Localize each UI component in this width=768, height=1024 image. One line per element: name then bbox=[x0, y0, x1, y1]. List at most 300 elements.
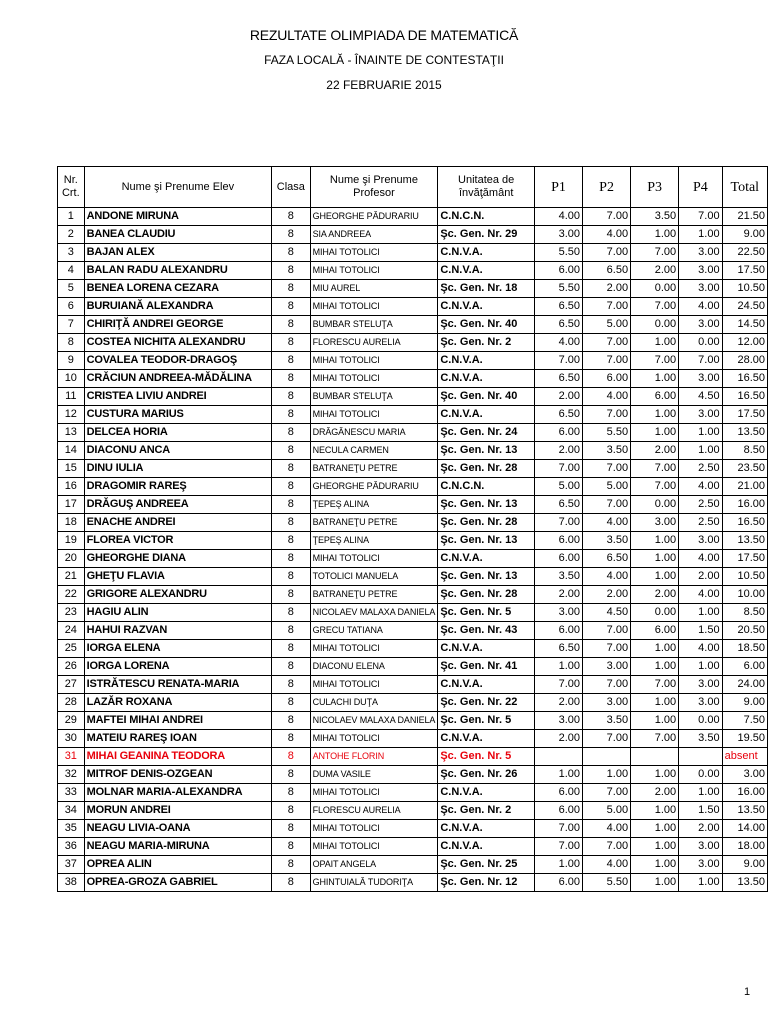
cell-p4: 3.00 bbox=[679, 244, 722, 262]
table-row bbox=[58, 406, 768, 424]
cell-p3: 1.00 bbox=[631, 766, 679, 784]
cell-teacher-name: GHEORGHE PĂDURARIU bbox=[310, 478, 438, 496]
cell-p4: 1.00 bbox=[679, 604, 722, 622]
cell-p2: 7.00 bbox=[583, 352, 631, 370]
col-header-class: Clasa bbox=[272, 167, 311, 208]
cell-teacher-name: BATRANEŢU PETRE bbox=[310, 514, 438, 532]
cell-p1: 5.00 bbox=[535, 478, 583, 496]
cell-teacher-name: ŢEPEŞ ALINA bbox=[310, 532, 438, 550]
cell-teacher-name: BUMBAR STELUŢA bbox=[310, 388, 438, 406]
cell-student-name: HAGIU ALIN bbox=[84, 604, 271, 622]
cell-p4: 2.50 bbox=[679, 496, 722, 514]
cell-p1: 6.50 bbox=[535, 496, 583, 514]
cell-student-name: MORUN ANDREI bbox=[84, 802, 271, 820]
cell-teacher-name: MIHAI TOTOLICI bbox=[310, 244, 438, 262]
cell-student-name: COVALEA TEODOR-DRAGOŞ bbox=[84, 352, 271, 370]
table-row bbox=[58, 856, 768, 874]
cell-teacher-name: MIHAI TOTOLICI bbox=[310, 550, 438, 568]
cell-teacher-name: GHINTUIALĂ TUDORIŢA bbox=[310, 874, 438, 892]
cell-class: 8 bbox=[272, 550, 311, 568]
cell-p3: 3.50 bbox=[631, 208, 679, 226]
cell-p4: 3.00 bbox=[679, 280, 722, 298]
cell-student-name: MATEIU RAREŞ IOAN bbox=[84, 730, 271, 748]
cell-teacher-name: MIHAI TOTOLICI bbox=[310, 406, 438, 424]
cell-p4: 3.00 bbox=[679, 694, 722, 712]
cell-teacher-name: DIACONU ELENA bbox=[310, 658, 438, 676]
cell-nr: 18 bbox=[58, 514, 85, 532]
cell-total: 10.50 bbox=[722, 568, 767, 586]
cell-class: 8 bbox=[272, 676, 311, 694]
cell-class: 8 bbox=[272, 514, 311, 532]
cell-teacher-name: NICOLAEV MALAXA DANIELA bbox=[310, 604, 438, 622]
cell-p4: 3.00 bbox=[679, 316, 722, 334]
cell-school: Şc. Gen. Nr. 5 bbox=[438, 748, 535, 766]
table-row bbox=[58, 676, 768, 694]
table-row bbox=[58, 514, 768, 532]
cell-teacher-name: DRĂGĂNESCU MARIA bbox=[310, 424, 438, 442]
cell-p4: 7.00 bbox=[679, 208, 722, 226]
cell-school: C.N.V.A. bbox=[438, 820, 535, 838]
cell-class: 8 bbox=[272, 496, 311, 514]
cell-total: 16.00 bbox=[722, 784, 767, 802]
cell-school: Şc. Gen. Nr. 13 bbox=[438, 532, 535, 550]
cell-student-name: MIHAI GEANINA TEODORA bbox=[84, 748, 271, 766]
cell-school: C.N.V.A. bbox=[438, 352, 535, 370]
cell-p2: 4.00 bbox=[583, 514, 631, 532]
cell-p2: 5.50 bbox=[583, 424, 631, 442]
table-header-row bbox=[58, 167, 768, 208]
cell-p2: 7.00 bbox=[583, 460, 631, 478]
cell-p3: 1.00 bbox=[631, 658, 679, 676]
cell-p3: 0.00 bbox=[631, 604, 679, 622]
cell-p3: 0.00 bbox=[631, 280, 679, 298]
cell-p3: 1.00 bbox=[631, 712, 679, 730]
cell-p3: 2.00 bbox=[631, 586, 679, 604]
cell-p3: 7.00 bbox=[631, 460, 679, 478]
cell-p1: 5.50 bbox=[535, 244, 583, 262]
col-header-p2: P2 bbox=[583, 167, 631, 208]
cell-p3: 7.00 bbox=[631, 244, 679, 262]
cell-p2: 6.50 bbox=[583, 550, 631, 568]
cell-total: 21.00 bbox=[722, 478, 767, 496]
cell-p1: 7.00 bbox=[535, 838, 583, 856]
cell-p1: 2.00 bbox=[535, 388, 583, 406]
cell-teacher-name: GHEORGHE PĂDURARIU bbox=[310, 208, 438, 226]
cell-teacher-name: NICOLAEV MALAXA DANIELA bbox=[310, 712, 438, 730]
cell-total: 13.50 bbox=[722, 424, 767, 442]
cell-p4: 1.00 bbox=[679, 442, 722, 460]
cell-student-name: ISTRĂTESCU RENATA-MARIA bbox=[84, 676, 271, 694]
cell-total: 16.50 bbox=[722, 370, 767, 388]
cell-school: C.N.C.N. bbox=[438, 478, 535, 496]
cell-class: 8 bbox=[272, 568, 311, 586]
cell-nr: 16 bbox=[58, 478, 85, 496]
cell-p3: 1.00 bbox=[631, 874, 679, 892]
cell-total: 23.50 bbox=[722, 460, 767, 478]
cell-student-name: ENACHE ANDREI bbox=[84, 514, 271, 532]
table-row bbox=[58, 370, 768, 388]
cell-student-name: BANEA CLAUDIU bbox=[84, 226, 271, 244]
cell-teacher-name: MIHAI TOTOLICI bbox=[310, 262, 438, 280]
cell-total: 16.50 bbox=[722, 388, 767, 406]
cell-p4: 4.00 bbox=[679, 586, 722, 604]
cell-school: Şc. Gen. Nr. 25 bbox=[438, 856, 535, 874]
cell-p3: 1.00 bbox=[631, 406, 679, 424]
cell-nr: 5 bbox=[58, 280, 85, 298]
cell-school: C.N.V.A. bbox=[438, 730, 535, 748]
cell-total: 6.00 bbox=[722, 658, 767, 676]
cell-p3: 7.00 bbox=[631, 352, 679, 370]
cell-class: 8 bbox=[272, 262, 311, 280]
cell-p3 bbox=[631, 748, 679, 766]
cell-p3: 1.00 bbox=[631, 694, 679, 712]
cell-student-name: OPREA ALIN bbox=[84, 856, 271, 874]
cell-teacher-name: ANTOHE FLORIN bbox=[310, 748, 438, 766]
cell-nr: 29 bbox=[58, 712, 85, 730]
cell-p1: 6.00 bbox=[535, 784, 583, 802]
cell-p2: 7.00 bbox=[583, 406, 631, 424]
cell-p4: 3.00 bbox=[679, 406, 722, 424]
cell-p2: 4.00 bbox=[583, 856, 631, 874]
cell-p4: 1.50 bbox=[679, 802, 722, 820]
cell-student-name: LAZĂR ROXANA bbox=[84, 694, 271, 712]
cell-nr: 6 bbox=[58, 298, 85, 316]
cell-p1: 3.00 bbox=[535, 712, 583, 730]
cell-class: 8 bbox=[272, 694, 311, 712]
cell-p3: 2.00 bbox=[631, 784, 679, 802]
table-row bbox=[58, 388, 768, 406]
cell-p2: 7.00 bbox=[583, 244, 631, 262]
cell-p4: 4.00 bbox=[679, 640, 722, 658]
cell-p4: 1.50 bbox=[679, 622, 722, 640]
cell-teacher-name: BATRANEŢU PETRE bbox=[310, 586, 438, 604]
cell-p2: 7.00 bbox=[583, 730, 631, 748]
cell-p1: 6.00 bbox=[535, 532, 583, 550]
cell-p3: 1.00 bbox=[631, 550, 679, 568]
cell-p4: 2.00 bbox=[679, 568, 722, 586]
table-row bbox=[58, 262, 768, 280]
cell-nr: 17 bbox=[58, 496, 85, 514]
table-row bbox=[58, 730, 768, 748]
col-header-nr: Nr. Crt. bbox=[58, 167, 85, 208]
cell-p2: 3.00 bbox=[583, 694, 631, 712]
cell-school: C.N.V.A. bbox=[438, 676, 535, 694]
cell-student-name: BALAN RADU ALEXANDRU bbox=[84, 262, 271, 280]
cell-teacher-name: MIHAI TOTOLICI bbox=[310, 640, 438, 658]
cell-total: 24.50 bbox=[722, 298, 767, 316]
cell-school: Şc. Gen. Nr. 29 bbox=[438, 226, 535, 244]
cell-total: absent bbox=[722, 748, 767, 766]
cell-student-name: OPREA-GROZA GABRIEL bbox=[84, 874, 271, 892]
cell-p2: 4.00 bbox=[583, 226, 631, 244]
cell-p3: 3.00 bbox=[631, 514, 679, 532]
cell-school: Şc. Gen. Nr. 40 bbox=[438, 316, 535, 334]
cell-p1: 7.00 bbox=[535, 352, 583, 370]
cell-class: 8 bbox=[272, 802, 311, 820]
cell-class: 8 bbox=[272, 388, 311, 406]
cell-p4: 2.50 bbox=[679, 514, 722, 532]
cell-student-name: BENEA LORENA CEZARA bbox=[84, 280, 271, 298]
cell-class: 8 bbox=[272, 820, 311, 838]
cell-class: 8 bbox=[272, 460, 311, 478]
table-row bbox=[58, 766, 768, 784]
cell-teacher-name: MIU AUREL bbox=[310, 280, 438, 298]
table-row bbox=[58, 244, 768, 262]
cell-teacher-name: NECULA CARMEN bbox=[310, 442, 438, 460]
cell-total: 16.50 bbox=[722, 514, 767, 532]
cell-p1: 3.50 bbox=[535, 568, 583, 586]
cell-p2: 2.00 bbox=[583, 280, 631, 298]
cell-p4: 2.50 bbox=[679, 460, 722, 478]
cell-nr: 34 bbox=[58, 802, 85, 820]
cell-teacher-name: ŢEPEŞ ALINA bbox=[310, 496, 438, 514]
cell-class: 8 bbox=[272, 784, 311, 802]
cell-student-name: BAJAN ALEX bbox=[84, 244, 271, 262]
cell-total: 19.50 bbox=[722, 730, 767, 748]
cell-p2: 1.00 bbox=[583, 766, 631, 784]
cell-school: Şc. Gen. Nr. 43 bbox=[438, 622, 535, 640]
cell-nr: 25 bbox=[58, 640, 85, 658]
table-row bbox=[58, 748, 768, 766]
cell-p2: 6.50 bbox=[583, 262, 631, 280]
cell-school: Şc. Gen. Nr. 26 bbox=[438, 766, 535, 784]
document-date: 22 FEBRUARIE 2015 bbox=[326, 78, 442, 92]
cell-school: Şc. Gen. Nr. 5 bbox=[438, 604, 535, 622]
cell-p1: 6.50 bbox=[535, 406, 583, 424]
cell-p2: 5.00 bbox=[583, 316, 631, 334]
table-row bbox=[58, 334, 768, 352]
cell-total: 17.50 bbox=[722, 406, 767, 424]
cell-total: 13.50 bbox=[722, 532, 767, 550]
cell-nr: 10 bbox=[58, 370, 85, 388]
table-row bbox=[58, 784, 768, 802]
cell-class: 8 bbox=[272, 424, 311, 442]
cell-nr: 27 bbox=[58, 676, 85, 694]
cell-p3: 1.00 bbox=[631, 532, 679, 550]
cell-p3: 6.00 bbox=[631, 388, 679, 406]
cell-p4: 7.00 bbox=[679, 352, 722, 370]
cell-nr: 33 bbox=[58, 784, 85, 802]
cell-class: 8 bbox=[272, 658, 311, 676]
cell-nr: 26 bbox=[58, 658, 85, 676]
cell-p1: 2.00 bbox=[535, 442, 583, 460]
cell-p3: 1.00 bbox=[631, 640, 679, 658]
results-table bbox=[57, 166, 768, 892]
cell-teacher-name: MIHAI TOTOLICI bbox=[310, 838, 438, 856]
cell-student-name: DRĂGUŞ ANDREEA bbox=[84, 496, 271, 514]
cell-p4 bbox=[679, 748, 722, 766]
cell-p2: 5.00 bbox=[583, 802, 631, 820]
cell-class: 8 bbox=[272, 874, 311, 892]
cell-school: C.N.V.A. bbox=[438, 244, 535, 262]
cell-total: 3.00 bbox=[722, 766, 767, 784]
cell-nr: 32 bbox=[58, 766, 85, 784]
cell-total: 12.00 bbox=[722, 334, 767, 352]
cell-school: Şc. Gen. Nr. 28 bbox=[438, 586, 535, 604]
cell-teacher-name: GRECU TATIANA bbox=[310, 622, 438, 640]
cell-nr: 20 bbox=[58, 550, 85, 568]
cell-class: 8 bbox=[272, 226, 311, 244]
cell-student-name: DRAGOMIR RAREŞ bbox=[84, 478, 271, 496]
table-row bbox=[58, 604, 768, 622]
cell-class: 8 bbox=[272, 442, 311, 460]
cell-p2: 7.00 bbox=[583, 298, 631, 316]
cell-class: 8 bbox=[272, 352, 311, 370]
cell-p3: 0.00 bbox=[631, 316, 679, 334]
document-subtitle: FAZA LOCALĂ - ÎNAINTE DE CONTESTAŢII bbox=[264, 53, 504, 67]
cell-p3: 7.00 bbox=[631, 478, 679, 496]
cell-student-name: DELCEA HORIA bbox=[84, 424, 271, 442]
cell-p1: 6.50 bbox=[535, 640, 583, 658]
cell-total: 18.00 bbox=[722, 838, 767, 856]
cell-p1: 3.00 bbox=[535, 604, 583, 622]
cell-p4: 1.00 bbox=[679, 784, 722, 802]
cell-student-name: MOLNAR MARIA-ALEXANDRA bbox=[84, 784, 271, 802]
cell-p3: 1.00 bbox=[631, 334, 679, 352]
cell-nr: 4 bbox=[58, 262, 85, 280]
cell-p2: 7.00 bbox=[583, 496, 631, 514]
cell-class: 8 bbox=[272, 478, 311, 496]
cell-total: 16.00 bbox=[722, 496, 767, 514]
cell-nr: 28 bbox=[58, 694, 85, 712]
cell-student-name: IORGA ELENA bbox=[84, 640, 271, 658]
cell-p3: 7.00 bbox=[631, 730, 679, 748]
cell-p2: 5.00 bbox=[583, 478, 631, 496]
cell-class: 8 bbox=[272, 730, 311, 748]
cell-class: 8 bbox=[272, 280, 311, 298]
table-row bbox=[58, 352, 768, 370]
cell-p1: 2.00 bbox=[535, 586, 583, 604]
table-row bbox=[58, 802, 768, 820]
cell-teacher-name: MIHAI TOTOLICI bbox=[310, 730, 438, 748]
cell-class: 8 bbox=[272, 766, 311, 784]
cell-total: 14.00 bbox=[722, 820, 767, 838]
cell-p4: 3.00 bbox=[679, 856, 722, 874]
cell-teacher-name: FLORESCU AURELIA bbox=[310, 334, 438, 352]
cell-p4: 1.00 bbox=[679, 424, 722, 442]
cell-nr: 24 bbox=[58, 622, 85, 640]
cell-p2: 4.00 bbox=[583, 820, 631, 838]
cell-p3: 6.00 bbox=[631, 622, 679, 640]
cell-p2: 4.00 bbox=[583, 568, 631, 586]
cell-nr: 11 bbox=[58, 388, 85, 406]
cell-p1: 6.00 bbox=[535, 424, 583, 442]
cell-student-name: GRIGORE ALEXANDRU bbox=[84, 586, 271, 604]
cell-p2: 5.50 bbox=[583, 874, 631, 892]
cell-p1: 6.00 bbox=[535, 802, 583, 820]
cell-total: 18.50 bbox=[722, 640, 767, 658]
cell-teacher-name: OPAIT ANGELA bbox=[310, 856, 438, 874]
cell-p4: 3.00 bbox=[679, 532, 722, 550]
cell-p4: 4.50 bbox=[679, 388, 722, 406]
cell-student-name: FLOREA VICTOR bbox=[84, 532, 271, 550]
cell-nr: 12 bbox=[58, 406, 85, 424]
cell-p3: 1.00 bbox=[631, 370, 679, 388]
cell-p1: 7.00 bbox=[535, 514, 583, 532]
cell-nr: 2 bbox=[58, 226, 85, 244]
cell-nr: 21 bbox=[58, 568, 85, 586]
cell-p2: 3.50 bbox=[583, 442, 631, 460]
cell-total: 14.50 bbox=[722, 316, 767, 334]
cell-student-name: GHEŢU FLAVIA bbox=[84, 568, 271, 586]
col-header-p4: P4 bbox=[679, 167, 722, 208]
cell-p3: 1.00 bbox=[631, 838, 679, 856]
cell-student-name: GHEORGHE DIANA bbox=[84, 550, 271, 568]
table-row bbox=[58, 208, 768, 226]
cell-class: 8 bbox=[272, 334, 311, 352]
cell-total: 13.50 bbox=[722, 802, 767, 820]
cell-school: C.N.V.A. bbox=[438, 838, 535, 856]
cell-school: Şc. Gen. Nr. 5 bbox=[438, 712, 535, 730]
cell-total: 9.00 bbox=[722, 694, 767, 712]
cell-student-name: CRISTEA LIVIU ANDREI bbox=[84, 388, 271, 406]
cell-teacher-name: SIA ANDREEA bbox=[310, 226, 438, 244]
cell-nr: 35 bbox=[58, 820, 85, 838]
table-row bbox=[58, 874, 768, 892]
cell-p4: 4.00 bbox=[679, 550, 722, 568]
cell-student-name: HAHUI RAZVAN bbox=[84, 622, 271, 640]
cell-school: Şc. Gen. Nr. 28 bbox=[438, 460, 535, 478]
table-row bbox=[58, 460, 768, 478]
cell-p2: 4.50 bbox=[583, 604, 631, 622]
cell-p1: 1.00 bbox=[535, 856, 583, 874]
cell-class: 8 bbox=[272, 316, 311, 334]
cell-class: 8 bbox=[272, 208, 311, 226]
cell-student-name: CHIRIŢĂ ANDREI GEORGE bbox=[84, 316, 271, 334]
table-row bbox=[58, 424, 768, 442]
col-header-school: Unitatea de învăţământ bbox=[438, 167, 535, 208]
col-header-total: Total bbox=[722, 167, 767, 208]
cell-p1: 4.00 bbox=[535, 208, 583, 226]
cell-p1: 3.00 bbox=[535, 226, 583, 244]
cell-student-name: IORGA LORENA bbox=[84, 658, 271, 676]
cell-school: C.N.V.A. bbox=[438, 262, 535, 280]
cell-p4: 4.00 bbox=[679, 298, 722, 316]
cell-p2: 7.00 bbox=[583, 640, 631, 658]
cell-class: 8 bbox=[272, 856, 311, 874]
cell-p1: 6.50 bbox=[535, 370, 583, 388]
cell-total: 20.50 bbox=[722, 622, 767, 640]
cell-p1: 2.00 bbox=[535, 694, 583, 712]
cell-class: 8 bbox=[272, 604, 311, 622]
cell-teacher-name: MIHAI TOTOLICI bbox=[310, 676, 438, 694]
cell-p2: 4.00 bbox=[583, 388, 631, 406]
cell-total: 21.50 bbox=[722, 208, 767, 226]
cell-p1 bbox=[535, 748, 583, 766]
cell-student-name: ANDONE MIRUNA bbox=[84, 208, 271, 226]
cell-teacher-name: MIHAI TOTOLICI bbox=[310, 352, 438, 370]
cell-student-name: COSTEA NICHITA ALEXANDRU bbox=[84, 334, 271, 352]
cell-p2 bbox=[583, 748, 631, 766]
cell-nr: 38 bbox=[58, 874, 85, 892]
cell-p1: 5.50 bbox=[535, 280, 583, 298]
cell-p3: 0.00 bbox=[631, 496, 679, 514]
cell-p4: 3.00 bbox=[679, 838, 722, 856]
cell-nr: 36 bbox=[58, 838, 85, 856]
cell-total: 17.50 bbox=[722, 550, 767, 568]
cell-p3: 1.00 bbox=[631, 802, 679, 820]
cell-class: 8 bbox=[272, 244, 311, 262]
cell-p2: 7.00 bbox=[583, 622, 631, 640]
cell-p1: 1.00 bbox=[535, 658, 583, 676]
cell-school: C.N.V.A. bbox=[438, 370, 535, 388]
cell-class: 8 bbox=[272, 622, 311, 640]
cell-total: 9.00 bbox=[722, 226, 767, 244]
col-header-p3: P3 bbox=[631, 167, 679, 208]
cell-p3: 1.00 bbox=[631, 856, 679, 874]
cell-class: 8 bbox=[272, 640, 311, 658]
cell-p1: 6.00 bbox=[535, 874, 583, 892]
